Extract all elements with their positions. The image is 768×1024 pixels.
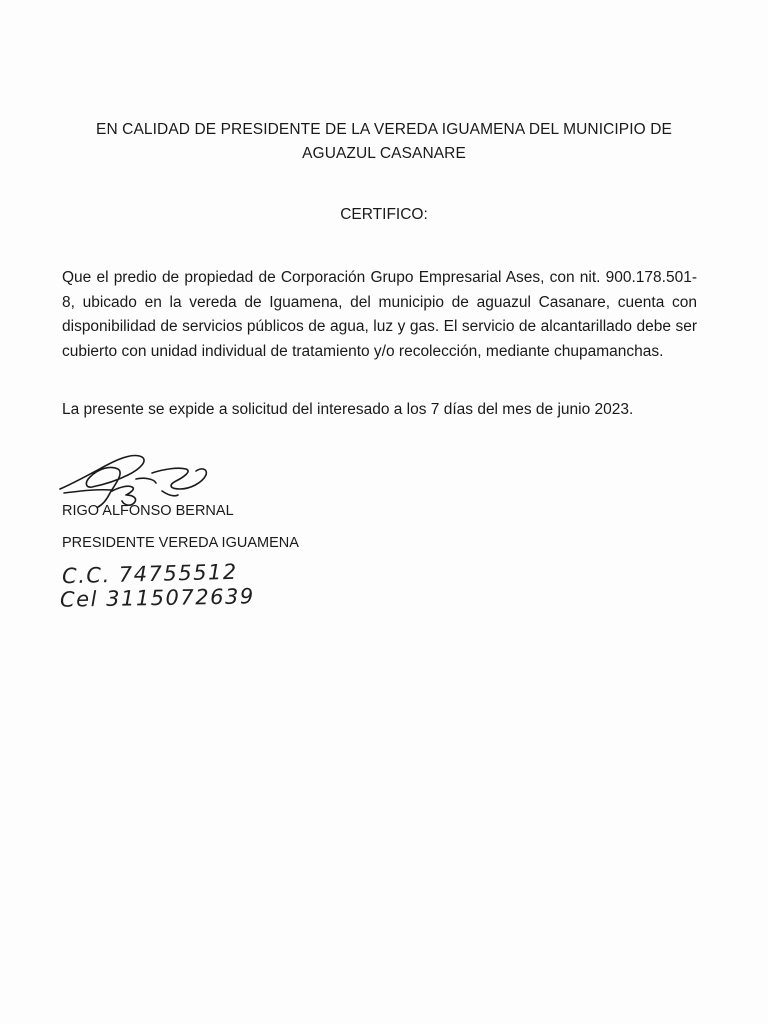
document-title: EN CALIDAD DE PRESIDENTE DE LA VEREDA IGUAMENA DEL MUNICIPIO DE AGUAZUL CASANARE (96, 121, 672, 162)
certifico-heading: CERTIFICO: (340, 206, 428, 223)
handwritten-signature (52, 443, 222, 523)
closing-statement: La presente se expide a solicitud del interesado a los 7 días del mes de junio 2023. (62, 401, 634, 418)
handwritten-phone-number: Cel 3115072639 (59, 584, 255, 612)
signer-name: RIGO ALFONSO BERNAL (62, 503, 234, 519)
certificate-body: Que el predio de propiedad de Corporación Grupo Empresarial Ases, con nit. 900.178.501-8, ubicado en la vereda de Iguamena, del municipio de aguazul Casanare, cuenta con disponibilidad de servicios públicos de agua, luz y gas. El servicio de alcantarillado debe ser cubierto con unidad individual de tratamiento y/o recolección, mediante chupamanchas. (62, 269, 697, 360)
signer-role: PRESIDENTE VEREDA IGUAMENA (62, 535, 299, 551)
handwritten-id-number: C.C. 74755512 (61, 559, 239, 589)
